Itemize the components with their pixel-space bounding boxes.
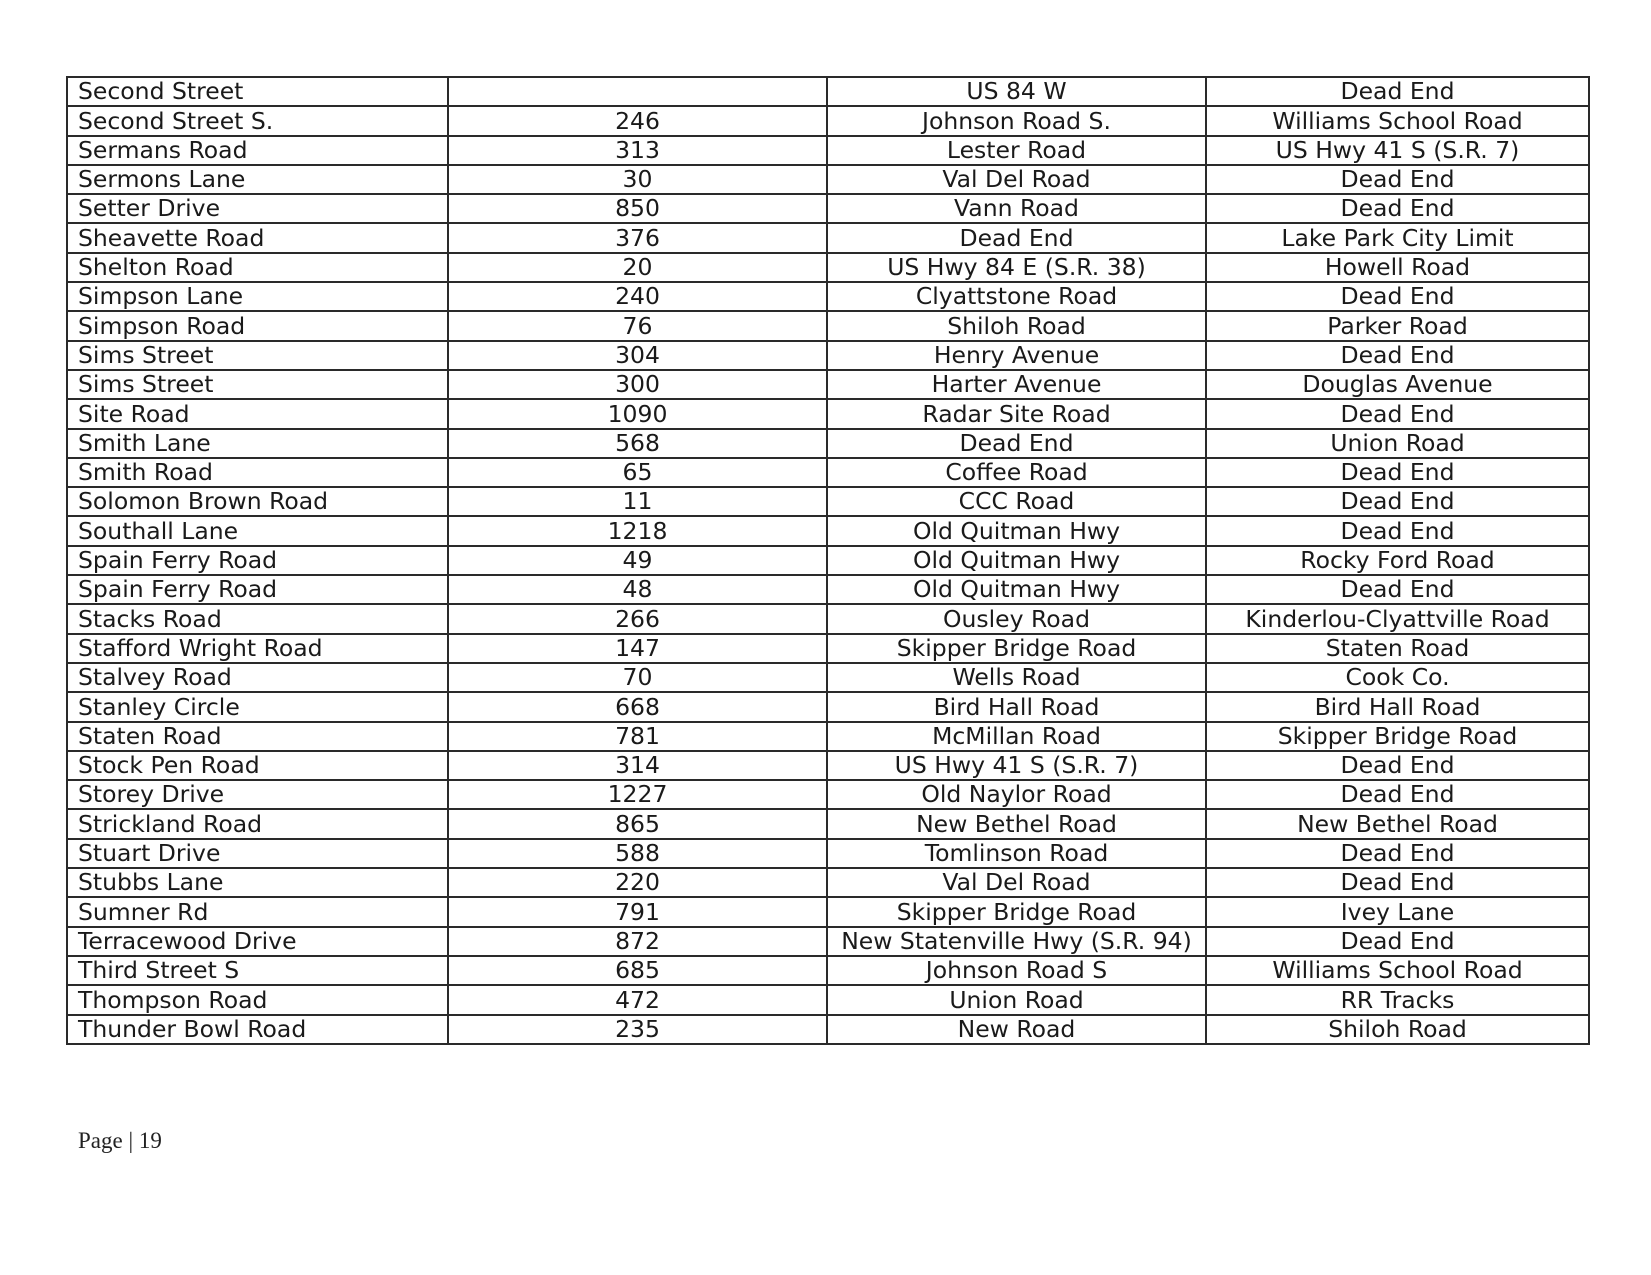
table-row <box>67 399 1589 428</box>
road-from-cell: Old Quitman Hwy <box>827 516 1206 545</box>
road-number-cell: 30 <box>448 165 827 194</box>
road-number-cell: 865 <box>448 809 827 838</box>
road-from-cell: US Hwy 84 E (S.R. 38) <box>827 253 1206 282</box>
road-from-cell: Old Naylor Road <box>827 780 1206 809</box>
table-row <box>67 692 1589 721</box>
road-number-cell: 235 <box>448 1015 827 1044</box>
road-number-cell: 240 <box>448 282 827 311</box>
road-to-cell: Staten Road <box>1206 634 1589 663</box>
road-number-cell: 147 <box>448 634 827 663</box>
table-row <box>67 985 1589 1014</box>
table-row <box>67 927 1589 956</box>
table-row <box>67 194 1589 223</box>
road-to-cell: Dead End <box>1206 194 1589 223</box>
road-number-cell: 266 <box>448 604 827 633</box>
road-number-cell: 791 <box>448 897 827 926</box>
road-number-cell: 314 <box>448 751 827 780</box>
road-to-cell: Dead End <box>1206 927 1589 956</box>
road-to-cell: Dead End <box>1206 487 1589 516</box>
road-number-cell: 304 <box>448 341 827 370</box>
road-name-cell: Stuart Drive <box>67 839 448 868</box>
road-from-cell: Harter Avenue <box>827 370 1206 399</box>
table-row <box>67 868 1589 897</box>
road-name-cell: Sims Street <box>67 341 448 370</box>
road-name-cell: Sheavette Road <box>67 223 448 252</box>
road-name-cell: Spain Ferry Road <box>67 575 448 604</box>
road-to-cell: Dead End <box>1206 868 1589 897</box>
road-name-cell: Solomon Brown Road <box>67 487 448 516</box>
road-name-cell: Setter Drive <box>67 194 448 223</box>
table-row <box>67 223 1589 252</box>
table-row <box>67 253 1589 282</box>
road-from-cell: Union Road <box>827 985 1206 1014</box>
road-from-cell: Henry Avenue <box>827 341 1206 370</box>
road-from-cell: Johnson Road S <box>827 956 1206 985</box>
road-table <box>66 76 1590 1045</box>
road-to-cell: Dead End <box>1206 751 1589 780</box>
road-from-cell: CCC Road <box>827 487 1206 516</box>
table-row <box>67 341 1589 370</box>
road-name-cell: Site Road <box>67 399 448 428</box>
table-row <box>67 429 1589 458</box>
road-to-cell: Dead End <box>1206 341 1589 370</box>
table-row <box>67 751 1589 780</box>
road-from-cell: US Hwy 41 S (S.R. 7) <box>827 751 1206 780</box>
road-to-cell: Dead End <box>1206 516 1589 545</box>
road-name-cell: Smith Lane <box>67 429 448 458</box>
road-to-cell: Dead End <box>1206 458 1589 487</box>
road-number-cell: 20 <box>448 253 827 282</box>
table-row <box>67 516 1589 545</box>
road-name-cell: Storey Drive <box>67 780 448 809</box>
road-from-cell: Old Quitman Hwy <box>827 575 1206 604</box>
road-from-cell: New Statenville Hwy (S.R. 94) <box>827 927 1206 956</box>
road-name-cell: Simpson Lane <box>67 282 448 311</box>
table-row <box>67 663 1589 692</box>
table-row <box>67 106 1589 135</box>
table-row <box>67 956 1589 985</box>
table-row <box>67 546 1589 575</box>
road-to-cell: RR Tracks <box>1206 985 1589 1014</box>
road-to-cell: Rocky Ford Road <box>1206 546 1589 575</box>
page-number: Page | 19 <box>78 1128 162 1153</box>
road-from-cell: McMillan Road <box>827 722 1206 751</box>
road-to-cell: Dead End <box>1206 575 1589 604</box>
road-to-cell: Dead End <box>1206 77 1589 106</box>
road-name-cell: Stanley Circle <box>67 692 448 721</box>
road-name-cell: Shelton Road <box>67 253 448 282</box>
road-name-cell: Smith Road <box>67 458 448 487</box>
road-from-cell: US 84 W <box>827 77 1206 106</box>
road-from-cell: Lester Road <box>827 136 1206 165</box>
table-row <box>67 282 1589 311</box>
road-number-cell <box>448 77 827 106</box>
road-number-cell: 70 <box>448 663 827 692</box>
road-number-cell: 246 <box>448 106 827 135</box>
road-from-cell: New Road <box>827 1015 1206 1044</box>
road-name-cell: Stubbs Lane <box>67 868 448 897</box>
road-from-cell: Clyattstone Road <box>827 282 1206 311</box>
road-name-cell: Spain Ferry Road <box>67 546 448 575</box>
road-to-cell: US Hwy 41 S (S.R. 7) <box>1206 136 1589 165</box>
road-to-cell: Bird Hall Road <box>1206 692 1589 721</box>
road-from-cell: Val Del Road <box>827 165 1206 194</box>
road-number-cell: 313 <box>448 136 827 165</box>
road-number-cell: 668 <box>448 692 827 721</box>
road-to-cell: Howell Road <box>1206 253 1589 282</box>
road-to-cell: Dead End <box>1206 780 1589 809</box>
road-from-cell: Coffee Road <box>827 458 1206 487</box>
road-name-cell: Strickland Road <box>67 809 448 838</box>
road-number-cell: 49 <box>448 546 827 575</box>
road-name-cell: Sims Street <box>67 370 448 399</box>
table-row <box>67 1015 1589 1044</box>
road-name-cell: Thunder Bowl Road <box>67 1015 448 1044</box>
road-to-cell: Cook Co. <box>1206 663 1589 692</box>
road-number-cell: 472 <box>448 985 827 1014</box>
road-from-cell: Skipper Bridge Road <box>827 634 1206 663</box>
road-to-cell: Dead End <box>1206 839 1589 868</box>
road-number-cell: 300 <box>448 370 827 399</box>
road-from-cell: Shiloh Road <box>827 311 1206 340</box>
road-number-cell: 65 <box>448 458 827 487</box>
road-from-cell: New Bethel Road <box>827 809 1206 838</box>
road-to-cell: Union Road <box>1206 429 1589 458</box>
table-row <box>67 809 1589 838</box>
road-to-cell: Kinderlou-Clyattville Road <box>1206 604 1589 633</box>
road-number-cell: 376 <box>448 223 827 252</box>
road-from-cell: Val Del Road <box>827 868 1206 897</box>
road-to-cell: Dead End <box>1206 399 1589 428</box>
table-row <box>67 575 1589 604</box>
table-row <box>67 370 1589 399</box>
road-to-cell: Lake Park City Limit <box>1206 223 1589 252</box>
road-name-cell: Staten Road <box>67 722 448 751</box>
table-row <box>67 136 1589 165</box>
road-number-cell: 76 <box>448 311 827 340</box>
road-to-cell: Parker Road <box>1206 311 1589 340</box>
road-name-cell: Simpson Road <box>67 311 448 340</box>
road-from-cell: Johnson Road S. <box>827 106 1206 135</box>
table-row <box>67 165 1589 194</box>
road-number-cell: 872 <box>448 927 827 956</box>
table-row <box>67 722 1589 751</box>
road-from-cell: Ousley Road <box>827 604 1206 633</box>
road-to-cell: Ivey Lane <box>1206 897 1589 926</box>
table-row <box>67 458 1589 487</box>
road-to-cell: New Bethel Road <box>1206 809 1589 838</box>
road-number-cell: 781 <box>448 722 827 751</box>
road-name-cell: Stock Pen Road <box>67 751 448 780</box>
road-from-cell: Bird Hall Road <box>827 692 1206 721</box>
table-row <box>67 604 1589 633</box>
road-name-cell: Second Street S. <box>67 106 448 135</box>
road-number-cell: 588 <box>448 839 827 868</box>
road-to-cell: Dead End <box>1206 282 1589 311</box>
table-row <box>67 77 1589 106</box>
road-table-body <box>67 77 1589 1044</box>
road-from-cell: Skipper Bridge Road <box>827 897 1206 926</box>
table-row <box>67 487 1589 516</box>
road-number-cell: 220 <box>448 868 827 897</box>
road-name-cell: Stalvey Road <box>67 663 448 692</box>
road-number-cell: 11 <box>448 487 827 516</box>
table-row <box>67 897 1589 926</box>
road-from-cell: Old Quitman Hwy <box>827 546 1206 575</box>
road-name-cell: Terracewood Drive <box>67 927 448 956</box>
road-to-cell: Dead End <box>1206 165 1589 194</box>
road-number-cell: 1227 <box>448 780 827 809</box>
road-to-cell: Douglas Avenue <box>1206 370 1589 399</box>
road-from-cell: Dead End <box>827 429 1206 458</box>
road-from-cell: Vann Road <box>827 194 1206 223</box>
road-name-cell: Sumner Rd <box>67 897 448 926</box>
road-name-cell: Southall Lane <box>67 516 448 545</box>
road-name-cell: Stacks Road <box>67 604 448 633</box>
road-name-cell: Second Street <box>67 77 448 106</box>
road-number-cell: 48 <box>448 575 827 604</box>
road-from-cell: Wells Road <box>827 663 1206 692</box>
road-to-cell: Williams School Road <box>1206 106 1589 135</box>
road-number-cell: 685 <box>448 956 827 985</box>
road-from-cell: Tomlinson Road <box>827 839 1206 868</box>
road-name-cell: Stafford Wright Road <box>67 634 448 663</box>
road-number-cell: 568 <box>448 429 827 458</box>
road-number-cell: 850 <box>448 194 827 223</box>
road-name-cell: Sermans Road <box>67 136 448 165</box>
road-number-cell: 1218 <box>448 516 827 545</box>
road-to-cell: Shiloh Road <box>1206 1015 1589 1044</box>
road-from-cell: Radar Site Road <box>827 399 1206 428</box>
road-name-cell: Third Street S <box>67 956 448 985</box>
table-row <box>67 311 1589 340</box>
road-to-cell: Skipper Bridge Road <box>1206 722 1589 751</box>
road-from-cell: Dead End <box>827 223 1206 252</box>
road-name-cell: Sermons Lane <box>67 165 448 194</box>
road-to-cell: Williams School Road <box>1206 956 1589 985</box>
table-row <box>67 780 1589 809</box>
table-row <box>67 634 1589 663</box>
road-name-cell: Thompson Road <box>67 985 448 1014</box>
table-row <box>67 839 1589 868</box>
road-number-cell: 1090 <box>448 399 827 428</box>
